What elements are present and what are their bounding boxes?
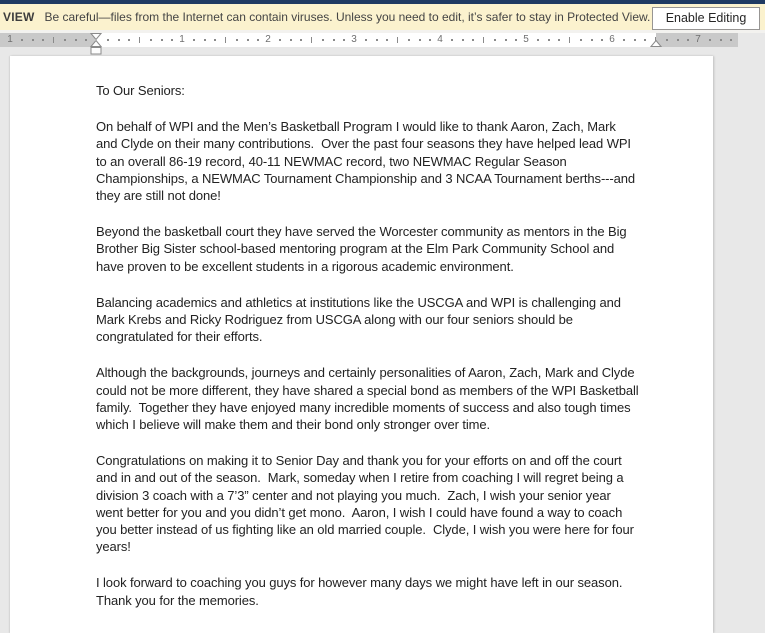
paragraph xyxy=(96,82,671,99)
ruler-number: 1 xyxy=(7,34,13,45)
text-line: have proven to be excellent students in a rigorous academic environment. xyxy=(96,258,514,274)
document-page[interactable] xyxy=(10,56,713,633)
ruler-tick xyxy=(257,39,259,41)
text-line: and in and out of the season. Mark, someday when I retire from coaching I will regret being a xyxy=(96,470,624,486)
protected-view-label: VIEW xyxy=(3,10,35,24)
text-line: Mark Krebs and Ricky Rodriguez from USCGA along with our four seniors should be xyxy=(96,312,573,328)
paragraph xyxy=(96,223,671,275)
ruler-number: 6 xyxy=(609,34,615,45)
ruler-tick xyxy=(462,39,464,41)
text-line: On behalf of WPI and the Men’s Basketball Program I would like to thank Aaron, Zach, Mark xyxy=(96,119,616,135)
left-indent-icon[interactable] xyxy=(90,47,102,55)
ruler-tick xyxy=(666,39,668,41)
first-line-indent-icon[interactable] xyxy=(90,33,102,40)
ruler-tick xyxy=(193,39,195,41)
ruler-tick xyxy=(634,39,636,41)
paragraph xyxy=(96,574,671,608)
text-line: To Our Seniors: xyxy=(96,83,185,98)
ruler-half-tick xyxy=(225,37,226,43)
ruler-tick xyxy=(300,39,302,41)
paragraph xyxy=(96,364,671,433)
ruler-tick xyxy=(451,39,453,41)
ruler-tick xyxy=(558,39,560,41)
ruler-tick xyxy=(32,39,34,41)
horizontal-ruler[interactable] xyxy=(0,33,738,47)
paragraph xyxy=(96,294,671,346)
ruler-tick xyxy=(623,39,625,41)
enable-editing-button[interactable]: Enable Editing xyxy=(652,7,760,30)
ruler-number: 2 xyxy=(265,34,271,45)
right-indent-icon[interactable] xyxy=(650,40,662,47)
ruler-tick xyxy=(591,39,593,41)
ruler-tick xyxy=(548,39,550,41)
ruler-number: 7 xyxy=(695,34,701,45)
text-line: to an overall 86-19 record, 40-11 NEWMAC record, two NEWMAC Regular Season xyxy=(96,153,567,169)
text-line: family. Together they have enjoyed many incredible moments of success and also tough times xyxy=(96,399,631,415)
text-line: Beyond the basketball court they have served the Worcester community as mentors in the Big xyxy=(96,224,627,240)
ruler-half-tick xyxy=(569,37,570,43)
ruler-tick xyxy=(419,39,421,41)
ruler-tick xyxy=(161,39,163,41)
ruler-number: 5 xyxy=(523,34,529,45)
text-line: Although the backgrounds, journeys and certainly personalities of Aaron, Zach, Mark and Clyde xyxy=(96,365,635,381)
text-line: congratulated for their efforts. xyxy=(96,329,263,345)
text-line: I look forward to coaching you guys for however many days we might have left in our season. xyxy=(96,575,623,591)
ruler-tick xyxy=(128,39,130,41)
protected-view-bar xyxy=(0,4,765,30)
ruler-number: 1 xyxy=(179,34,185,45)
ruler-tick xyxy=(515,39,517,41)
ruler-tick xyxy=(677,39,679,41)
ruler-tick xyxy=(85,39,87,41)
ruler-tick xyxy=(21,39,23,41)
ruler-tick xyxy=(279,39,281,41)
ruler-half-tick xyxy=(311,37,312,43)
ruler-tick xyxy=(730,39,732,41)
ruler-tick xyxy=(709,39,711,41)
ruler-tick xyxy=(376,39,378,41)
ruler-tick xyxy=(408,39,410,41)
text-line: which I believe will make them and their bond only stronger over time. xyxy=(96,417,491,433)
ruler-tick xyxy=(644,39,646,41)
text-line: could not be more different, they have shared a special bond as members of the WPI Basketball xyxy=(96,382,639,398)
ruler-tick xyxy=(687,39,689,41)
ruler-tick xyxy=(322,39,324,41)
ruler-tick xyxy=(343,39,345,41)
ruler-number: 3 xyxy=(351,34,357,45)
text-line: went better for you and you didn’t get mono. Aaron, I wish I could have found a way to coach xyxy=(96,504,623,520)
text-line: you better instead of us fighting like an old married couple. Clyde, I wish you were here for four xyxy=(96,522,634,538)
ruler-tick xyxy=(505,39,507,41)
ruler-half-tick xyxy=(139,37,140,43)
ruler-tick xyxy=(247,39,249,41)
text-line: Brother Big Sister school-based mentoring program at the Elm Park Community School and xyxy=(96,241,615,257)
ruler-tick xyxy=(204,39,206,41)
ruler-half-tick xyxy=(397,37,398,43)
ruler-number: 4 xyxy=(437,34,443,45)
text-line: Congratulations on making it to Senior Day and thank you for your efforts on and off the court xyxy=(96,453,622,469)
ruler-tick xyxy=(429,39,431,41)
ruler-tick xyxy=(107,39,109,41)
ruler-half-tick xyxy=(483,37,484,43)
ruler-tick xyxy=(75,39,77,41)
paragraph xyxy=(96,452,671,555)
text-line: years! xyxy=(96,539,131,555)
text-line: division 3 coach with a 7’3” center and not playing you much. Zach, I wish your senior year xyxy=(96,487,611,503)
ruler-tick xyxy=(472,39,474,41)
ruler-tick xyxy=(720,39,722,41)
ruler-tick xyxy=(537,39,539,41)
ruler-tick xyxy=(365,39,367,41)
text-line: Championships, a NEWMAC Tournament Championship and 3 NCAA Tournament berths---and xyxy=(96,170,636,186)
paragraph xyxy=(96,118,671,204)
ruler-tick xyxy=(601,39,603,41)
ruler-half-tick xyxy=(53,37,54,43)
text-line: Balancing academics and athletics at institutions like the USCGA and WPI is challenging and xyxy=(96,294,621,310)
ruler-tick xyxy=(171,39,173,41)
text-line: they are still not done! xyxy=(96,188,221,204)
protected-view-message: Be careful—files from the Internet can contain viruses. Unless you need to edit, it’s safer to stay in Protected View. xyxy=(44,10,651,24)
document-text xyxy=(96,82,671,628)
ruler-tick xyxy=(118,39,120,41)
text-line: Thank you for the memories. xyxy=(96,592,259,608)
ruler-tick xyxy=(386,39,388,41)
ruler-tick xyxy=(42,39,44,41)
ruler-tick xyxy=(236,39,238,41)
ruler-tick xyxy=(333,39,335,41)
ruler-tick xyxy=(214,39,216,41)
ruler-tick xyxy=(150,39,152,41)
ruler-tick xyxy=(494,39,496,41)
ruler-tick xyxy=(64,39,66,41)
hanging-indent-icon[interactable] xyxy=(90,40,102,47)
ruler-tick xyxy=(580,39,582,41)
ruler-tick xyxy=(290,39,292,41)
ruler-zone xyxy=(0,33,765,56)
text-line: and Clyde on their many contributions. Over the past four seasons they have helped lead WPI xyxy=(96,136,631,152)
